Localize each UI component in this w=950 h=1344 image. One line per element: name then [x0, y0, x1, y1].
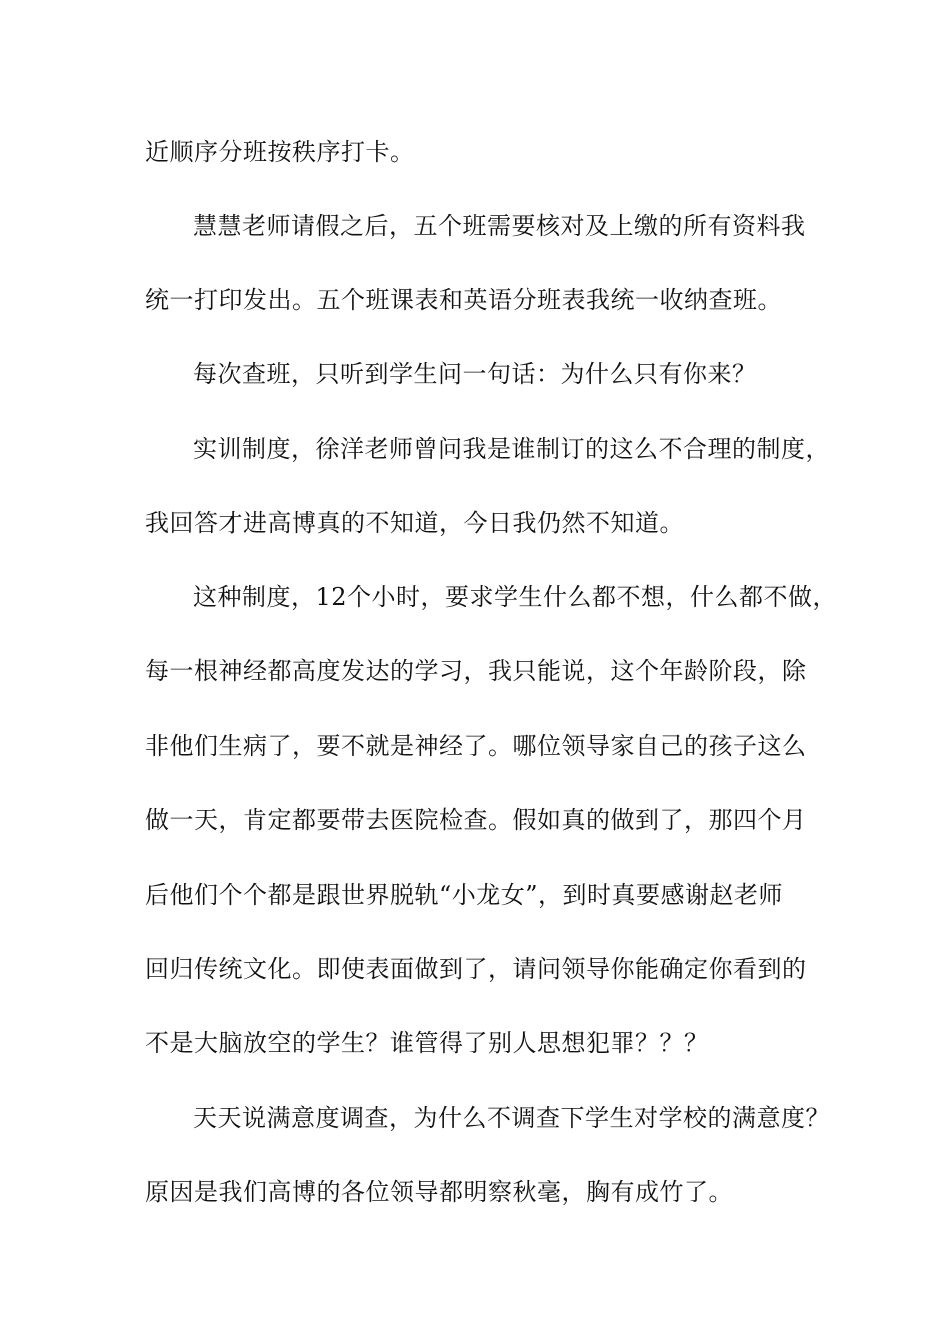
- text-line: 原因是我们高博的各位领导都明察秋毫，胸有成竹了。: [145, 1178, 733, 1206]
- text-line: 后他们个个都是跟世界脱轨“小龙女”，到时真要感谢赵老师: [145, 881, 784, 909]
- paragraph-line: 天天说满意度调查，为什么不调查下学生对学校的满意度？: [193, 1104, 830, 1132]
- paragraph-line: 每次查班，只听到学生问一句话：为什么只有你来？: [193, 360, 757, 388]
- text-line: 我回答才进高博真的不知道，今日我仍然不知道。: [145, 509, 684, 537]
- paragraph-line: 慧慧老师请假之后，五个班需要核对及上缴的所有资料我: [193, 212, 806, 240]
- text-line: 非他们生病了，要不就是神经了。哪位领导家自己的孩子这么: [145, 732, 807, 760]
- paragraph-line: 实训制度，徐洋老师曾问我是谁制订的这么不合理的制度，: [193, 435, 830, 463]
- text-line: 不是大脑放空的学生？谁管得了别人思想犯罪？？？: [145, 1029, 709, 1057]
- text-line: 做一天，肯定都要带去医院检查。假如真的做到了，那四个月: [145, 806, 807, 834]
- text-line: 每一根神经都高度发达的学习，我只能说，这个年龄阶段，除: [145, 657, 807, 685]
- text-line: 近顺序分班按秩序打卡。: [145, 138, 415, 166]
- text-line: 回归传统文化。即使表面做到了，请问领导你能确定你看到的: [145, 955, 807, 983]
- paragraph-line: 这种制度，12个小时，要求学生什么都不想，什么都不做，: [193, 583, 838, 611]
- text-line: 统一打印发出。五个班课表和英语分班表我统一收纳查班。: [145, 286, 782, 314]
